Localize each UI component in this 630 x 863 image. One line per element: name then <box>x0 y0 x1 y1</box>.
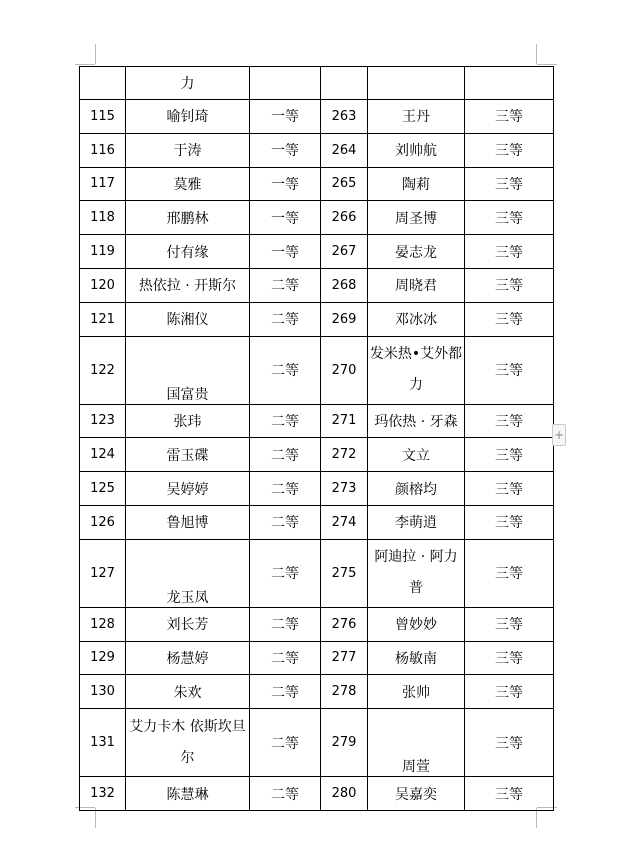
table-row <box>80 100 554 134</box>
cell-name: 文立 <box>368 438 465 472</box>
cell-name: 付有缘 <box>126 235 250 269</box>
cell-name: 刘长芳 <box>126 607 250 641</box>
cell-number: 122 <box>80 336 126 404</box>
cell-name: 李萌逍 <box>368 505 465 539</box>
cell-name: 朱欢 <box>126 675 250 709</box>
cell-number: 273 <box>321 472 368 506</box>
cell-name: 周圣博 <box>368 201 465 235</box>
cell-number: 119 <box>80 235 126 269</box>
cell-name: 颜榕均 <box>368 472 465 506</box>
cell-number: 132 <box>80 777 126 811</box>
cell-number: 276 <box>321 607 368 641</box>
cell-name: 龙玉凤 <box>126 539 250 607</box>
cell-grade: 一等 <box>250 100 321 134</box>
table-row <box>80 235 554 269</box>
table-expand-button[interactable]: + <box>552 424 566 446</box>
cell-number: 127 <box>80 539 126 607</box>
cell-number: 272 <box>321 438 368 472</box>
table-row <box>80 302 554 336</box>
cell-grade: 三等 <box>465 641 554 675</box>
cell-grade: 三等 <box>465 100 554 134</box>
cell-number: 124 <box>80 438 126 472</box>
cell-number <box>321 67 368 100</box>
cell-grade: 三等 <box>465 336 554 404</box>
cell-grade: 三等 <box>465 675 554 709</box>
cell-number: 271 <box>321 404 368 438</box>
cell-number: 264 <box>321 133 368 167</box>
cell-number <box>80 67 126 100</box>
cell-number: 270 <box>321 336 368 404</box>
cell-grade: 三等 <box>465 607 554 641</box>
cell-number: 265 <box>321 167 368 201</box>
cell-number: 280 <box>321 777 368 811</box>
cell-grade: 三等 <box>465 404 554 438</box>
cell-name: 周萱 <box>368 709 465 777</box>
table-row <box>80 133 554 167</box>
cell-name: 曾妙妙 <box>368 607 465 641</box>
table-row <box>80 67 554 100</box>
cell-name: 鲁旭博 <box>126 505 250 539</box>
table-row <box>80 268 554 302</box>
cell-number: 128 <box>80 607 126 641</box>
cell-grade: 三等 <box>465 235 554 269</box>
cell-name: 吴嘉奕 <box>368 777 465 811</box>
cell-number: 275 <box>321 539 368 607</box>
cell-number: 130 <box>80 675 126 709</box>
cell-number: 116 <box>80 133 126 167</box>
cell-name: 力 <box>126 67 250 100</box>
cell-number: 278 <box>321 675 368 709</box>
cell-grade: 一等 <box>250 201 321 235</box>
crop-mark <box>75 64 95 65</box>
cell-grade: 一等 <box>250 167 321 201</box>
crop-mark <box>95 44 96 64</box>
cell-grade: 三等 <box>465 268 554 302</box>
cell-number: 129 <box>80 641 126 675</box>
cell-grade: 二等 <box>250 709 321 777</box>
table-row <box>80 336 554 404</box>
cell-number: 266 <box>321 201 368 235</box>
cell-grade: 一等 <box>250 235 321 269</box>
cell-name: 张帅 <box>368 675 465 709</box>
table-row <box>80 404 554 438</box>
cell-name: 杨敏南 <box>368 641 465 675</box>
cell-grade: 二等 <box>250 505 321 539</box>
cell-number: 126 <box>80 505 126 539</box>
cell-name: 艾力卡木 依斯坎旦尔 <box>126 709 250 777</box>
crop-mark <box>95 808 96 828</box>
table-row <box>80 472 554 506</box>
cell-grade: 三等 <box>465 302 554 336</box>
table-row <box>80 167 554 201</box>
cell-grade: 二等 <box>250 472 321 506</box>
cell-grade <box>250 67 321 100</box>
table-row <box>80 438 554 472</box>
cell-grade: 三等 <box>465 539 554 607</box>
cell-number: 125 <box>80 472 126 506</box>
cell-number: 115 <box>80 100 126 134</box>
cell-name: 陶莉 <box>368 167 465 201</box>
cell-number: 267 <box>321 235 368 269</box>
cell-name: 于涛 <box>126 133 250 167</box>
cell-name: 热依拉 · 开斯尔 <box>126 268 250 302</box>
cell-number: 263 <box>321 100 368 134</box>
cell-grade: 二等 <box>250 607 321 641</box>
cell-name: 周晓君 <box>368 268 465 302</box>
cell-number: 279 <box>321 709 368 777</box>
cell-grade: 三等 <box>465 167 554 201</box>
cell-grade: 三等 <box>465 472 554 506</box>
cell-name: 阿迪拉 · 阿力普 <box>368 539 465 607</box>
cell-grade: 一等 <box>250 133 321 167</box>
crop-mark <box>536 44 537 64</box>
crop-mark <box>536 808 537 828</box>
cell-name: 邓冰冰 <box>368 302 465 336</box>
cell-grade: 二等 <box>250 336 321 404</box>
cell-grade: 二等 <box>250 777 321 811</box>
cell-number: 274 <box>321 505 368 539</box>
cell-grade: 三等 <box>465 438 554 472</box>
cell-name: 杨慧婷 <box>126 641 250 675</box>
table-row <box>80 641 554 675</box>
cell-grade <box>465 67 554 100</box>
table-row <box>80 505 554 539</box>
award-table <box>79 66 554 811</box>
cell-grade: 二等 <box>250 268 321 302</box>
table-row <box>80 539 554 607</box>
cell-grade: 三等 <box>465 505 554 539</box>
cell-grade: 二等 <box>250 302 321 336</box>
cell-name: 雷玉碟 <box>126 438 250 472</box>
cell-number: 123 <box>80 404 126 438</box>
cell-number: 269 <box>321 302 368 336</box>
crop-mark <box>537 64 557 65</box>
cell-number: 277 <box>321 641 368 675</box>
cell-name: 玛依热 · 牙森 <box>368 404 465 438</box>
cell-name: 王丹 <box>368 100 465 134</box>
table-row <box>80 675 554 709</box>
cell-name: 晏志龙 <box>368 235 465 269</box>
cell-number: 117 <box>80 167 126 201</box>
cell-grade: 二等 <box>250 641 321 675</box>
cell-name: 邢鹏林 <box>126 201 250 235</box>
cell-grade: 三等 <box>465 777 554 811</box>
cell-number: 121 <box>80 302 126 336</box>
cell-name: 张玮 <box>126 404 250 438</box>
cell-number: 268 <box>321 268 368 302</box>
cell-grade: 三等 <box>465 201 554 235</box>
cell-grade: 二等 <box>250 539 321 607</box>
cell-number: 120 <box>80 268 126 302</box>
cell-grade: 三等 <box>465 709 554 777</box>
table-row <box>80 607 554 641</box>
cell-name: 发米热•艾外都力 <box>368 336 465 404</box>
cell-grade: 二等 <box>250 675 321 709</box>
cell-name <box>368 67 465 100</box>
table-row <box>80 709 554 777</box>
cell-number: 118 <box>80 201 126 235</box>
cell-number: 131 <box>80 709 126 777</box>
cell-grade: 二等 <box>250 404 321 438</box>
cell-grade: 三等 <box>465 133 554 167</box>
cell-name: 陈湘仪 <box>126 302 250 336</box>
cell-name: 陈慧琳 <box>126 777 250 811</box>
cell-grade: 二等 <box>250 438 321 472</box>
cell-name: 喻钊琦 <box>126 100 250 134</box>
table-row <box>80 201 554 235</box>
cell-name: 国富贵 <box>126 336 250 404</box>
table-row <box>80 777 554 811</box>
cell-name: 莫雅 <box>126 167 250 201</box>
cell-name: 刘帅航 <box>368 133 465 167</box>
cell-name: 吴婷婷 <box>126 472 250 506</box>
